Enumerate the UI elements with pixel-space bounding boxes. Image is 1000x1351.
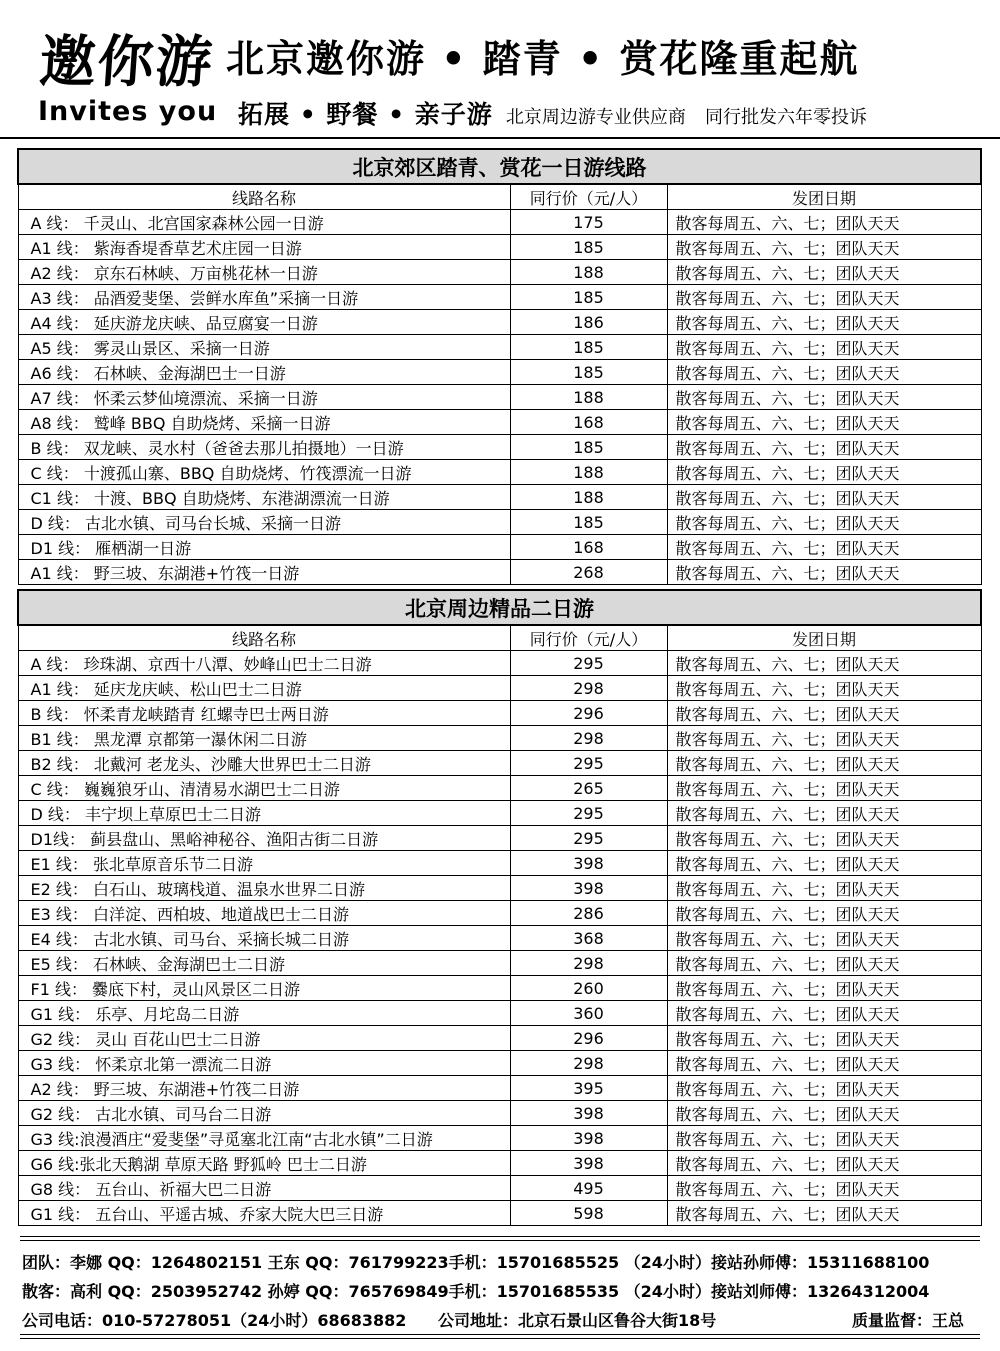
route-price: 175 (510, 210, 667, 235)
column-header-schedule: 发团日期 (667, 625, 981, 651)
section-title: 北京周边精品二日游 (18, 590, 981, 625)
route-schedule: 散客每周五、六、七；团队天天 (667, 651, 981, 676)
route-price: 295 (510, 826, 667, 851)
table-row (18, 560, 981, 585)
table-row (18, 651, 981, 676)
two-day-routes-table (17, 589, 982, 1226)
subline-supplier: 北京周边游专业供应商 (505, 107, 686, 128)
table-row (18, 335, 981, 360)
route-schedule: 散客每周五、六、七；团队天天 (667, 560, 981, 585)
route-schedule: 散客每周五、六、七；团队天天 (667, 801, 981, 826)
route-schedule: 散客每周五、六、七；团队天天 (667, 1076, 981, 1101)
table-row (18, 801, 981, 826)
route-price: 295 (510, 651, 667, 676)
route-schedule: 散客每周五、六、七；团队天天 (667, 310, 981, 335)
route-price: 260 (510, 976, 667, 1001)
table-row (18, 385, 981, 410)
route-name: D1 线： 雁栖湖一日游 (18, 535, 510, 560)
route-name: A1 线： 紫海香堤香草艺术庄园一日游 (18, 235, 510, 260)
route-price: 168 (510, 535, 667, 560)
route-schedule: 散客每周五、六、七；团队天天 (667, 235, 981, 260)
route-schedule: 散客每周五、六、七；团队天天 (667, 410, 981, 435)
route-price: 188 (510, 485, 667, 510)
logo-english: Invites you (38, 96, 218, 127)
route-name: E1 线： 张北草原音乐节二日游 (18, 851, 510, 876)
route-price: 598 (510, 1201, 667, 1226)
route-schedule: 散客每周五、六、七；团队天天 (667, 776, 981, 801)
route-schedule: 散客每周五、六、七；团队天天 (667, 876, 981, 901)
route-name: A2 线： 京东石林峡、万亩桃花林一日游 (18, 260, 510, 285)
route-price: 185 (510, 510, 667, 535)
company-address: 公司地址：北京石景山区鲁谷大街18号 (438, 1311, 717, 1330)
subline (238, 95, 867, 131)
route-name: A8 线： 鹫峰 BBQ 自助烧烤、采摘一日游 (18, 410, 510, 435)
route-schedule: 散客每周五、六、七；团队天天 (667, 1101, 981, 1126)
table-row (18, 1026, 981, 1051)
route-name: G3 线： 怀柔京北第一漂流二日游 (18, 1051, 510, 1076)
subline-slogan: 同行批发六年零投诉 (704, 107, 867, 128)
route-name: G2 线： 灵山 百花山巴士二日游 (18, 1026, 510, 1051)
route-price: 185 (510, 435, 667, 460)
column-header-price: 同行价（元/人） (510, 184, 667, 210)
route-price: 185 (510, 285, 667, 310)
route-price: 186 (510, 310, 667, 335)
route-name: A1 线： 延庆龙庆峡、松山巴士二日游 (18, 676, 510, 701)
route-name: A7 线： 怀柔云梦仙境漂流、采摘一日游 (18, 385, 510, 410)
column-header-route: 线路名称 (18, 184, 510, 210)
table-row (18, 510, 981, 535)
route-price: 398 (510, 876, 667, 901)
route-schedule: 散客每周五、六、七；团队天天 (667, 510, 981, 535)
route-name: B 线： 双龙峡、灵水村（爸爸去那儿拍摄地）一日游 (18, 435, 510, 460)
route-schedule: 散客每周五、六、七；团队天天 (667, 210, 981, 235)
route-schedule: 散客每周五、六、七；团队天天 (667, 701, 981, 726)
table-row (18, 435, 981, 460)
table-row (18, 535, 981, 560)
route-price: 295 (510, 801, 667, 826)
route-schedule: 散客每周五、六、七；团队天天 (667, 751, 981, 776)
route-schedule: 散客每周五、六、七；团队天天 (667, 1176, 981, 1201)
route-price: 268 (510, 560, 667, 585)
route-schedule: 散客每周五、六、七；团队天天 (667, 851, 981, 876)
route-schedule: 散客每周五、六、七；团队天天 (667, 285, 981, 310)
route-price: 298 (510, 676, 667, 701)
table-row (18, 360, 981, 385)
logo: 邀你游 (37, 29, 217, 95)
route-schedule: 散客每周五、六、七；团队天天 (667, 1001, 981, 1026)
table-row (18, 951, 981, 976)
table-row (18, 235, 981, 260)
route-price: 495 (510, 1176, 667, 1201)
contact-company (22, 1308, 972, 1331)
route-name: F1 线： 爨底下村，灵山风景区二日游 (18, 976, 510, 1001)
route-price: 298 (510, 726, 667, 751)
route-schedule: 散客每周五、六、七；团队天天 (667, 676, 981, 701)
route-name: G8 线： 五台山、祈福大巴二日游 (18, 1176, 510, 1201)
company-phone: 公司电话：010-57278051（24小时）68683882 (22, 1311, 407, 1330)
route-name: G6 线:张北天鹅湖 草原天路 野狐岭 巴士二日游 (18, 1151, 510, 1176)
table-row (18, 851, 981, 876)
table-row (18, 776, 981, 801)
table-row (18, 285, 981, 310)
table-row (18, 751, 981, 776)
route-schedule: 散客每周五、六、七；团队天天 (667, 1051, 981, 1076)
route-price: 286 (510, 901, 667, 926)
quality-supervisor: 质量监督：王总 (851, 1311, 964, 1330)
route-name: E2 线： 白石山、玻璃栈道、温泉水世界二日游 (18, 876, 510, 901)
route-name: A3 线： 品酒爱斐堡、尝鲜水库鱼”采摘一日游 (18, 285, 510, 310)
route-price: 185 (510, 235, 667, 260)
table-row (18, 876, 981, 901)
page-header (0, 0, 1000, 136)
footer-divider-top (20, 1236, 980, 1241)
table-row (18, 901, 981, 926)
table-row (18, 1076, 981, 1101)
route-name: A 线： 珍珠湖、京西十八潭、妙峰山巴士二日游 (18, 651, 510, 676)
route-price: 398 (510, 851, 667, 876)
route-price: 185 (510, 335, 667, 360)
column-header-schedule: 发团日期 (667, 184, 981, 210)
route-schedule: 散客每周五、六、七；团队天天 (667, 951, 981, 976)
column-header-price: 同行价（元/人） (510, 625, 667, 651)
table-row (18, 726, 981, 751)
route-price: 188 (510, 260, 667, 285)
table-row (18, 485, 981, 510)
route-schedule: 散客每周五、六、七；团队天天 (667, 1151, 981, 1176)
table-row (18, 410, 981, 435)
route-name: C1 线： 十渡、BBQ 自助烧烤、东港湖漂流一日游 (18, 485, 510, 510)
table-row (18, 1176, 981, 1201)
route-price: 298 (510, 1051, 667, 1076)
route-price: 398 (510, 1101, 667, 1126)
route-name: D 线： 古北水镇、司马台长城、采摘一日游 (18, 510, 510, 535)
route-name: A2 线： 野三坡、东湖港+竹筏二日游 (18, 1076, 510, 1101)
route-schedule: 散客每周五、六、七；团队天天 (667, 385, 981, 410)
table-row (18, 1201, 981, 1226)
route-schedule: 散客每周五、六、七；团队天天 (667, 435, 981, 460)
table-row (18, 1051, 981, 1076)
route-name: E4 线： 古北水镇、司马台、采摘长城二日游 (18, 926, 510, 951)
route-name: D1线： 蓟县盘山、黑峪神秘谷、渔阳古街二日游 (18, 826, 510, 851)
route-name: G1 线： 五台山、平遥古城、乔家大院大巴三日游 (18, 1201, 510, 1226)
route-schedule: 散客每周五、六、七；团队天天 (667, 485, 981, 510)
contact-individual: 散客：高利 QQ：2503952742 孙婷 QQ：765769849手机：15701685535 （24小时）接站刘师傅：13264312004 (22, 1282, 930, 1301)
footer-divider-bottom (20, 1334, 980, 1339)
route-name: G2 线： 古北水镇、司马台二日游 (18, 1101, 510, 1126)
route-price: 368 (510, 926, 667, 951)
route-name: D 线： 丰宁坝上草原巴士二日游 (18, 801, 510, 826)
table-row (18, 1126, 981, 1151)
table-row (18, 1101, 981, 1126)
table-row (18, 310, 981, 335)
route-name: A1 线： 野三坡、东湖港+竹筏一日游 (18, 560, 510, 585)
table-row (18, 976, 981, 1001)
route-price: 395 (510, 1076, 667, 1101)
table-row (18, 926, 981, 951)
route-schedule: 散客每周五、六、七；团队天天 (667, 335, 981, 360)
route-price: 295 (510, 751, 667, 776)
route-name: G1 线： 乐亭、月坨岛二日游 (18, 1001, 510, 1026)
route-schedule: 散客每周五、六、七；团队天天 (667, 976, 981, 1001)
route-name: E3 线： 白洋淀、西柏坡、地道战巴士二日游 (18, 901, 510, 926)
route-schedule: 散客每周五、六、七；团队天天 (667, 460, 981, 485)
table-row (18, 826, 981, 851)
column-header-route: 线路名称 (18, 625, 510, 651)
route-price: 298 (510, 951, 667, 976)
route-schedule: 散客每周五、六、七；团队天天 (667, 1201, 981, 1226)
route-price: 188 (510, 460, 667, 485)
route-name: C 线： 巍巍狼牙山、清清易水湖巴士二日游 (18, 776, 510, 801)
route-price: 398 (510, 1126, 667, 1151)
route-name: A6 线： 石林峡、金海湖巴士一日游 (18, 360, 510, 385)
route-schedule: 散客每周五、六、七；团队天天 (667, 535, 981, 560)
route-schedule: 散客每周五、六、七；团队天天 (667, 1126, 981, 1151)
section-title: 北京郊区踏青、赏花一日游线路 (18, 149, 981, 184)
route-price: 185 (510, 360, 667, 385)
header-divider (0, 137, 1000, 139)
table-row (18, 210, 981, 235)
one-day-routes-table (17, 148, 982, 585)
route-price: 265 (510, 776, 667, 801)
table-row (18, 676, 981, 701)
route-schedule: 散客每周五、六、七；团队天天 (667, 1026, 981, 1051)
table-row (18, 460, 981, 485)
contact-team: 团队：李娜 QQ：1264802151 王东 QQ：761799223手机：15701685525 （24小时）接站孙师傅：15311688100 (22, 1253, 930, 1272)
route-price: 168 (510, 410, 667, 435)
route-schedule: 散客每周五、六、七；团队天天 (667, 726, 981, 751)
route-name: A 线： 千灵山、北宫国家森林公园一日游 (18, 210, 510, 235)
route-schedule: 散客每周五、六、七；团队天天 (667, 260, 981, 285)
route-schedule: 散客每周五、六、七；团队天天 (667, 826, 981, 851)
route-name: G3 线:浪漫酒庄“爱斐堡”寻觅塞北江南“古北水镇”二日游 (18, 1126, 510, 1151)
route-price: 398 (510, 1151, 667, 1176)
subline-activities: 拓展 • 野餐 • 亲子游 (238, 100, 493, 129)
route-schedule: 散客每周五、六、七；团队天天 (667, 360, 981, 385)
route-schedule: 散客每周五、六、七；团队天天 (667, 926, 981, 951)
route-name: B 线： 怀柔青龙峡踏青 红螺寺巴士两日游 (18, 701, 510, 726)
route-name: B1 线： 黑龙潭 京都第一瀑休闲二日游 (18, 726, 510, 751)
route-name: E5 线： 石林峡、金海湖巴士二日游 (18, 951, 510, 976)
headline: 北京邀你游 • 踏青 • 赏花隆重起航 (226, 37, 860, 81)
route-name: A4 线： 延庆游龙庆峡、品豆腐宴一日游 (18, 310, 510, 335)
route-price: 360 (510, 1001, 667, 1026)
table-row (18, 260, 981, 285)
route-name: C 线： 十渡孤山寨、BBQ 自助烧烤、竹筏漂流一日游 (18, 460, 510, 485)
route-price: 296 (510, 1026, 667, 1051)
route-name: B2 线： 北戴河 老龙头、沙雕大世界巴士二日游 (18, 751, 510, 776)
table-row (18, 1001, 981, 1026)
route-name: A5 线： 雾灵山景区、采摘一日游 (18, 335, 510, 360)
route-schedule: 散客每周五、六、七；团队天天 (667, 901, 981, 926)
route-price: 296 (510, 701, 667, 726)
table-row (18, 1151, 981, 1176)
table-row (18, 701, 981, 726)
route-price: 188 (510, 385, 667, 410)
